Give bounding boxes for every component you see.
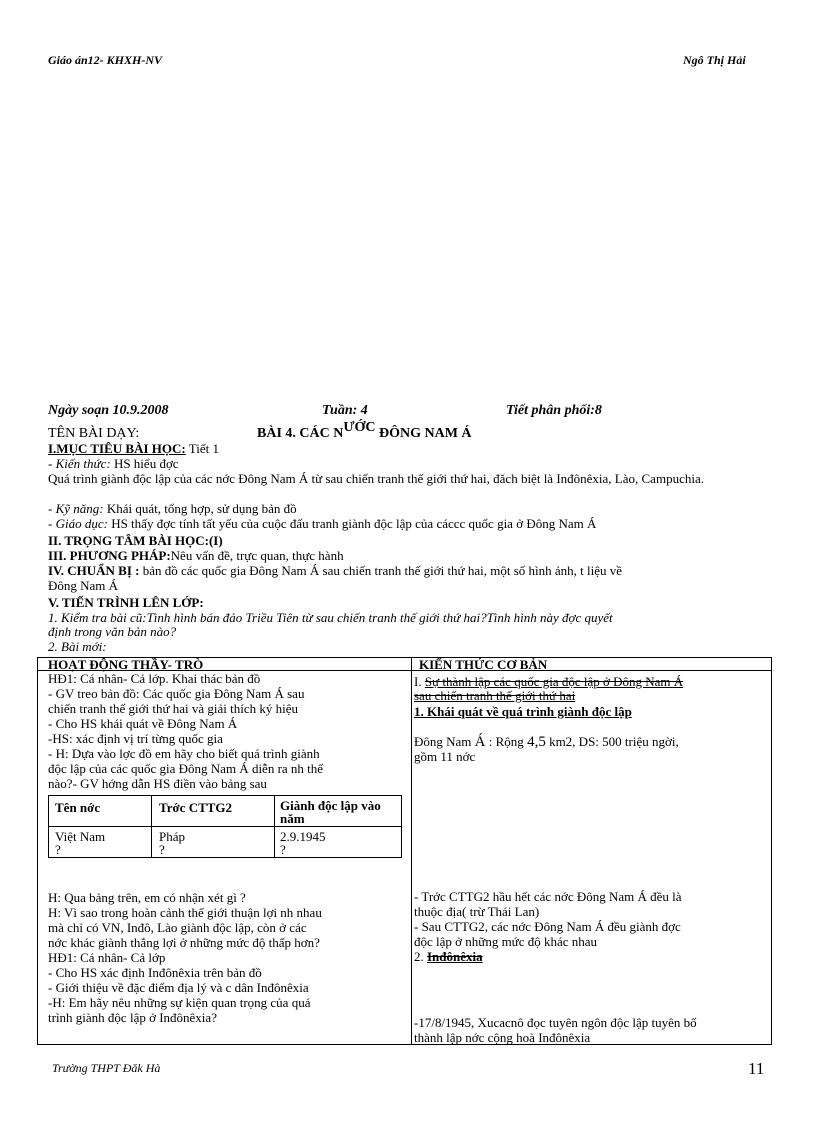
section-5-heading: V. TIẾN TRÌNH LÊN LỚP:: [48, 595, 204, 610]
inner-header-country: Tên nớc: [55, 800, 101, 815]
left-activity-line: trình giành độc lập ở Inđônêxia?: [48, 1010, 217, 1025]
left-activity-line: nớc khác giành thắng lợi ở những mức độ thấp hơn?: [48, 935, 320, 950]
section-3-title: III. PHƯƠNG PHÁP:: [48, 548, 171, 563]
table-column-divider: [411, 658, 412, 1044]
section-4-title: IV. CHUẨN BỊ :: [48, 563, 140, 578]
right-colony-note: thuộc địa( trừ Thái Lan): [414, 904, 540, 919]
right-after-ww2: - Sau CTTG2, các nớc Đông Nam Á đều giành đợc: [414, 919, 681, 934]
right-area-d: 4,5: [527, 734, 546, 750]
left-activity-line: HĐ1: Cá nhân- Cả lớp: [48, 950, 166, 965]
header-left: Giáo án12- KHXH-NV: [48, 53, 163, 67]
left-activity-line: HĐ1: Cá nhân- Cả lớp. Khai thác bản đồ: [48, 671, 261, 686]
period-number: Tiết phân phối:8: [506, 403, 602, 418]
section-1-heading: [48, 442, 219, 456]
inner-row-divider: [49, 826, 401, 827]
left-activity-line: - H: Dựa vào lợc đồ em hãy cho biết quá trình giành: [48, 746, 320, 761]
knowledge-body: Quá trình giành độc lập của các nớc Đông Nam Á từ sau chiến tranh thế giới thứ hai, đăch biệt là Inđônêxia, Lào, Campuchia.: [48, 471, 704, 486]
skills-label: - Kỹ năng:: [48, 501, 104, 516]
inner-header-independence-year: Giành độc lập vào năm: [280, 798, 381, 826]
education-label: - Giáo dục:: [48, 516, 108, 531]
knowledge-line: [48, 457, 179, 471]
left-activity-line: - Cho HS xác định Inđônêxia trên bản đồ: [48, 965, 262, 980]
left-activity-line: H: Qua bảng trên, em có nhận xét gì ?: [48, 890, 246, 905]
inner-cell-france: Pháp: [159, 829, 185, 844]
right-before-ww2: - Trớc CTTG2 hầu hết các nớc Đông Nam Á đều là: [414, 889, 682, 904]
section-4-text-cont: Đông Nam Á: [48, 578, 119, 593]
left-activity-block-2: [48, 890, 400, 1025]
col1-header: HOẠT ĐỘNG THẦY- TRÒ: [48, 657, 204, 672]
lesson-title-sup: ƯỚC: [343, 420, 376, 435]
new-lesson-label: 2. Bài mới:: [48, 639, 107, 654]
section-1-tiet: Tiết 1: [185, 441, 219, 456]
right-indonesia-event: -17/8/1945, Xucacnô đọc tuyên ngôn độc lập tuyên bố: [414, 1015, 697, 1030]
section-4-heading: [48, 564, 622, 578]
right-after-ww2-cont: độc lập ở những mức độ khác nhau: [414, 934, 598, 949]
skills-text: Khái quát, tổng hợp, sử dụng bản đồ: [103, 501, 297, 516]
section-4-text: bản đồ các quốc gia Đông Nam Á sau chiến tranh thế giới thứ hai, một số hình ảnh, t liệu về: [139, 563, 623, 578]
right-area-a: Đông Nam: [414, 734, 475, 749]
left-activity-line: chiến tranh thế giới thứ hai và giải thích ký hiệu: [48, 701, 299, 716]
lesson-title-part-b: ĐÔNG NAM Á: [375, 426, 472, 441]
right-area-c: : Rộng: [485, 734, 528, 749]
right-subsection-2-title: Inđônêxia: [427, 949, 483, 964]
inner-cell-vietnam: Việt Nam: [55, 829, 106, 844]
old-lesson-check: 1. Kiểm tra bài cũ:Tình hình bán đảo Triều Tiên từ sau chiến tranh thế giới thứ hai?Tình hình này đợc quyết: [48, 610, 613, 625]
left-activity-line: - Cho HS khái quát về Đông Nam Á: [48, 716, 238, 731]
right-country-count: gồm 11 nớc: [414, 749, 476, 764]
col2-header: KIẾN THỨC CƠ BẢN: [419, 657, 548, 672]
date-prepared: Ngày soạn 10.9.2008: [48, 403, 169, 418]
left-activity-line: -HS: xác định vị trí từng quốc gia: [48, 731, 223, 746]
left-activity-line: -H: Em hãy nêu những sự kiện quan trọng của quá: [48, 995, 311, 1010]
left-activity-block-1: [48, 671, 400, 791]
left-activity-line: - Giới thiệu về đặc điểm địa lý và c dân Inđônêxia: [48, 980, 309, 995]
lesson-title: [257, 420, 472, 441]
lesson-title-part-a: BÀI 4. CÁC N: [257, 426, 344, 441]
education-text: HS thấy đợc tính tất yếu của cuộc đấu tranh giành độc lập của cáccc quốc gia ở Đông Nam Á: [107, 516, 597, 531]
independence-table: [48, 795, 402, 858]
right-section-1-num: I.: [414, 674, 425, 689]
education-line: [48, 517, 596, 531]
inner-cell-q1: ?: [55, 842, 61, 857]
left-activity-line: độc lập của các quốc gia Đông Nam Á diễn ra nh thế: [48, 761, 324, 776]
knowledge-text: HS hiểu đợc: [110, 456, 179, 471]
skills-line: [48, 502, 297, 516]
right-area-e: km2, DS: 500 triệu ngời,: [545, 734, 679, 749]
inner-cell-q3: ?: [280, 842, 286, 857]
right-area-b: Á: [474, 734, 486, 750]
inner-header-before-ww2: Trớc CTTG2: [159, 800, 233, 815]
lesson-label: TÊN BÀI DẠY:: [48, 426, 140, 441]
right-area-population: [414, 735, 679, 749]
right-indonesia-event-cont: thành lập nớc cộng hoà Inđônêxia: [414, 1030, 591, 1045]
section-3-text: Nêu vấn đề, trực quan, thực hành: [170, 548, 344, 563]
section-2-heading: II. TRỌNG TÂM BÀI HỌC:(I): [48, 533, 223, 548]
section-1-title: I.MỤC TIÊU BÀI HỌC:: [48, 441, 186, 456]
week-number: Tuần: 4: [322, 403, 368, 418]
left-activity-line: H: Vì sao trong hoàn cảnh thế giới thuận lợi nh nhau: [48, 905, 322, 920]
inner-cell-q2: ?: [159, 842, 165, 857]
inner-cell-date: 2.9.1945: [280, 829, 326, 844]
right-section-1-title: [414, 675, 683, 689]
right-subsection-2-num: 2.: [414, 949, 427, 964]
knowledge-label: - Kiến thức:: [48, 456, 111, 471]
right-section-1-title-cont: sau chiến tranh thế giới thứ hai: [414, 688, 576, 703]
page-number: 11: [748, 1059, 765, 1078]
right-section-1-text: Sự thành lập các quốc gia độc lập ở Đông Nam Á: [424, 674, 684, 689]
right-subsection-2: [414, 950, 483, 964]
right-subsection-1: 1. Khái quát về quá trình giành độc lập: [414, 704, 632, 719]
left-activity-line: mà chỉ có VN, Inđô, Lào giành độc lập, còn ở các: [48, 920, 307, 935]
left-activity-line: nào?- GV hớng dẫn HS điền vào bảng sau: [48, 776, 267, 791]
left-activity-line: - GV treo bản đồ: Các quốc gia Đông Nam Á sau: [48, 686, 305, 701]
old-lesson-check-cont: định trong văn bản nào?: [48, 624, 177, 639]
footer-school: Trường THPT Đăk Hà: [52, 1061, 161, 1075]
header-right: Ngô Thị Hải: [683, 53, 746, 67]
section-3-heading: [48, 549, 344, 563]
